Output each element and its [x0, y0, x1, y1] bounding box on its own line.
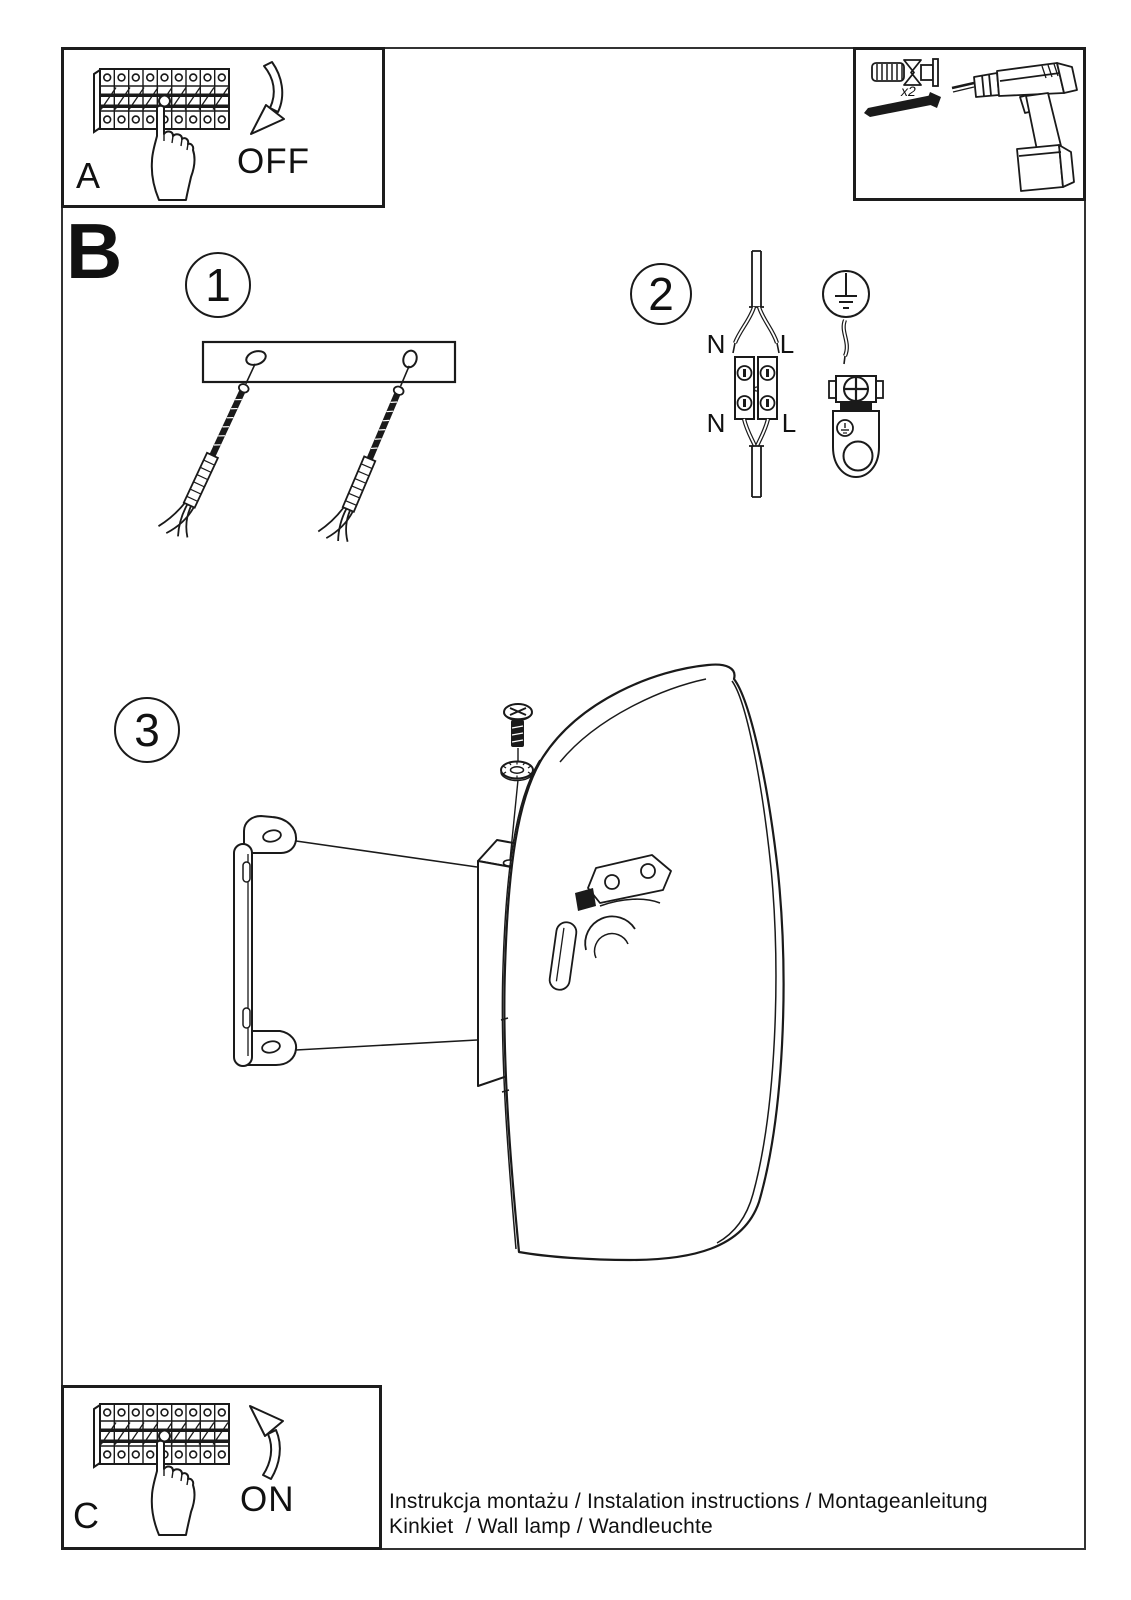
off-label: OFF — [237, 142, 310, 181]
step1-number-badge — [185, 252, 251, 318]
wire-label-n-bottom: N — [706, 408, 726, 438]
step2-number: 2 — [648, 268, 674, 320]
wire-label-n-top: N — [706, 329, 726, 359]
step3-washer — [501, 762, 533, 781]
step2-cable-bottom — [744, 419, 768, 497]
step2-earth-symbol-icon — [823, 271, 869, 317]
footer-line-1: Instrukcja montażu / Instalation instructions / Montageanleitung — [389, 1490, 988, 1513]
step1-mounting-plate — [203, 342, 455, 382]
wall-anchor-icon — [872, 59, 938, 86]
footer-line-2: Kinkiet / Wall lamp / Wandleuchte — [389, 1515, 713, 1538]
curved-arrow-off-icon — [251, 62, 284, 134]
anchor-qty-label: x2 — [901, 83, 916, 99]
curved-arrow-on-icon — [250, 1406, 283, 1479]
step2-cable-top — [733, 251, 779, 353]
on-label: ON — [240, 1480, 295, 1519]
breaker-panel-illustration-a — [94, 69, 229, 200]
wire-label-l-top: L — [779, 329, 795, 359]
step2-terminal-block — [735, 357, 777, 419]
step2-number-badge — [630, 263, 692, 325]
step3-lamp-shade — [501, 665, 784, 1260]
step1-screw-anchor-right — [317, 358, 420, 546]
panel-c-label: C — [73, 1495, 99, 1536]
step1-number: 1 — [205, 259, 231, 311]
step1-screw-anchor-left — [157, 356, 266, 542]
section-b-label: B — [66, 207, 123, 295]
breaker-panel-illustration-c — [94, 1404, 229, 1535]
step3-wall-bracket — [234, 816, 477, 1066]
drill-icon — [952, 63, 1077, 191]
step3-number: 3 — [134, 704, 160, 756]
step3-number-badge — [114, 697, 180, 763]
step2-earth-terminal — [829, 320, 883, 477]
wire-label-l-bottom: L — [781, 408, 797, 438]
panel-a-label: A — [76, 155, 101, 196]
